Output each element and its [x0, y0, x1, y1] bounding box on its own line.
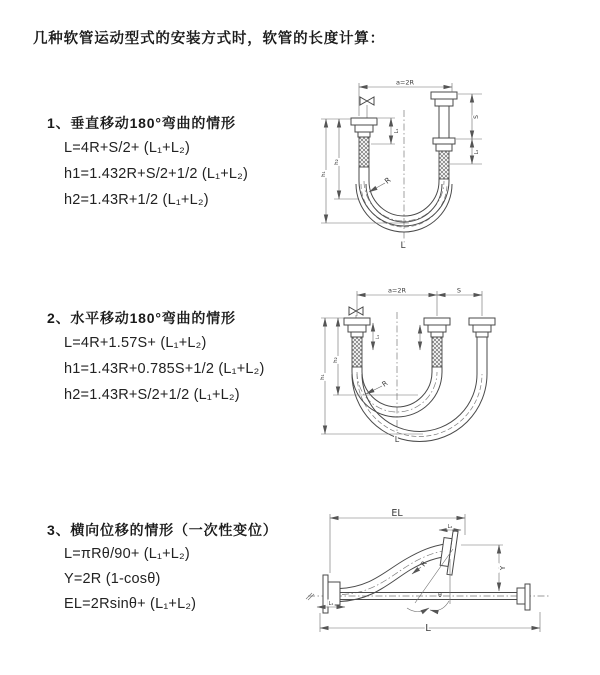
section-2-formula-h1: h1=1.43R+0.785S+1/2 (L₁+L₂)	[64, 361, 265, 377]
dim-label-h2: h₂	[333, 357, 339, 363]
dim-label-a2r: a=2R	[395, 78, 415, 87]
centerlines	[308, 550, 549, 597]
dim-label-h2: h₂	[334, 159, 340, 165]
dim-label-s: S	[456, 286, 462, 295]
upper-right-flange	[439, 530, 458, 575]
dim-label-s: S	[473, 115, 480, 119]
length-label: L	[425, 623, 431, 634]
page-title: 几种软管运动型式的安装方式时，软管的长度计算：	[33, 31, 385, 47]
diagram-horizontal-180-bend	[313, 282, 598, 447]
braid-section	[352, 337, 362, 367]
centerlines	[361, 110, 447, 244]
angle-construction	[407, 549, 453, 612]
section-1-heading: 1、垂直移动180°弯曲的情形	[47, 115, 236, 131]
centerlines	[357, 312, 482, 437]
valve-icon	[349, 307, 363, 318]
section-2-formula-h2: h2=1.43R+S/2+1/2 (L₁+L₂)	[64, 387, 240, 403]
section-2-heading: 2、水平移动180°弯曲的情形	[47, 310, 236, 326]
dim-label-el: EL	[391, 508, 403, 519]
dim-label-h1: h₁	[320, 374, 326, 380]
dim-label-l2: L₂	[447, 524, 453, 530]
section-1-formula-h1: h1=1.432R+S/2+1/2 (L₁+L₂)	[64, 166, 249, 182]
dim-label-l1: L₁	[394, 128, 400, 134]
section-2-formula-L: L=4R+1.57S+ (L₁+L₂)	[64, 335, 207, 351]
length-label: L	[394, 435, 400, 444]
braid-section	[439, 151, 449, 179]
dim-label-l1: L₁	[376, 334, 381, 340]
middle-end-fitting	[424, 318, 450, 367]
dimensions	[321, 79, 482, 252]
dim-label-l1: L₁	[328, 601, 334, 607]
left-end-fitting	[344, 318, 370, 367]
dimensions	[320, 287, 482, 445]
radius-label: R	[382, 175, 393, 186]
section-3-formula-EL: EL=2Rsinθ+ (L₁+L₂)	[64, 596, 197, 612]
radius-label: R	[419, 559, 429, 569]
left-end-fitting	[351, 118, 377, 167]
braid-section	[359, 137, 369, 167]
dim-label-a2r: a=2R	[387, 286, 407, 295]
section-1-formula-L: L=4R+S/2+ (L₁+L₂)	[64, 140, 190, 156]
hose-assembly	[344, 307, 495, 441]
displaced-end-fitting	[469, 318, 495, 374]
dimensions	[306, 508, 540, 634]
valve-icon	[360, 97, 374, 118]
dim-label-l2: L₂	[474, 149, 480, 155]
braid-section	[432, 337, 442, 367]
section-1-formula-h2: h2=1.43R+1/2 (L₁+L₂)	[64, 192, 209, 208]
diagram-lateral-displacement	[303, 503, 598, 658]
break-mark	[306, 593, 314, 600]
right-end-fitting	[431, 92, 457, 179]
section-3-formula-L: L=πRθ/90+ (L₁+L₂)	[64, 546, 190, 562]
dim-label-h1: h₁	[321, 171, 327, 177]
dim-label-y: Y	[499, 565, 507, 571]
theta-label: θ	[438, 592, 442, 599]
section-3-formula-Y: Y=2R (1-cosθ)	[64, 571, 161, 587]
radius-label: R	[380, 379, 390, 389]
length-label: L	[400, 241, 406, 251]
u-bend	[356, 167, 452, 232]
section-3-heading: 3、横向位移的情形（一次性变位）	[47, 522, 278, 538]
diagram-vertical-180-bend	[312, 74, 507, 254]
u-bend	[352, 367, 487, 441]
lower-right-flange	[517, 584, 530, 610]
